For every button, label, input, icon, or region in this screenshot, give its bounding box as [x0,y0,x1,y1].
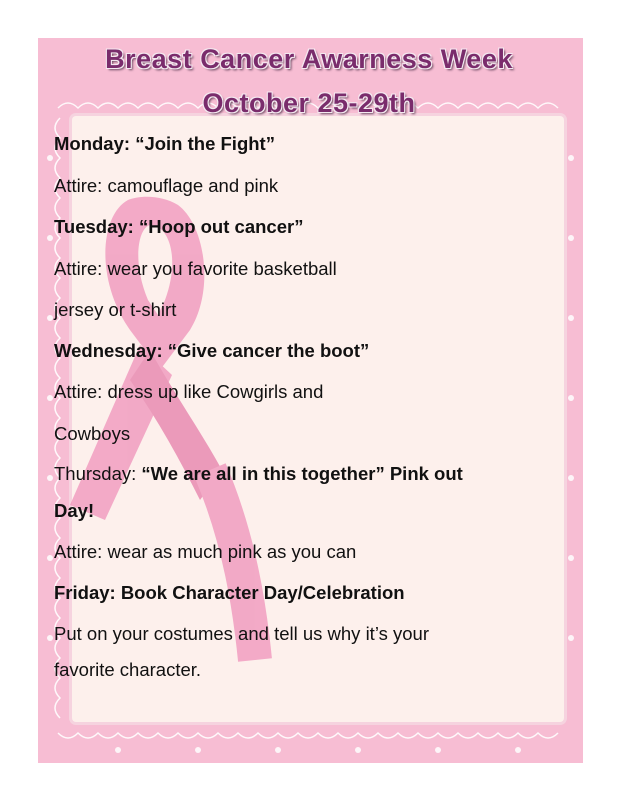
friday-heading: Friday: Book Character Day/Celebration [54,582,405,603]
thursday-theme: “We are all in this together” Pink out [141,463,463,484]
monday-attire: Attire: camouflage and pink [54,175,279,196]
tuesday-heading: Tuesday: “Hoop out cancer” [54,216,304,237]
thursday-heading [54,463,463,485]
tuesday-attire-line-1: Attire: wear you favorite basketball [54,258,337,279]
monday-heading: Monday: “Join the Fight” [54,133,275,154]
wednesday-attire-line-2: Cowboys [54,423,131,444]
friday-note-line-1: Put on your costumes and tell us why it’s your [54,623,429,644]
title-line-2: October 25-29th [202,88,416,118]
wednesday-attire-line-1: Attire: dress up like Cowgirls and [54,381,324,402]
thursday-attire: Attire: wear as much pink as you can [54,541,357,562]
thursday-theme-line-2: Day! [54,500,95,521]
thursday-label: Thursday: [54,463,142,484]
wednesday-heading: Wednesday: “Give cancer the boot” [54,340,370,361]
title-line-1: Breast Cancer Awarness Week [105,44,513,74]
tuesday-attire-line-2: jersey or t-shirt [54,299,177,320]
friday-note-line-2: favorite character. [54,659,202,680]
